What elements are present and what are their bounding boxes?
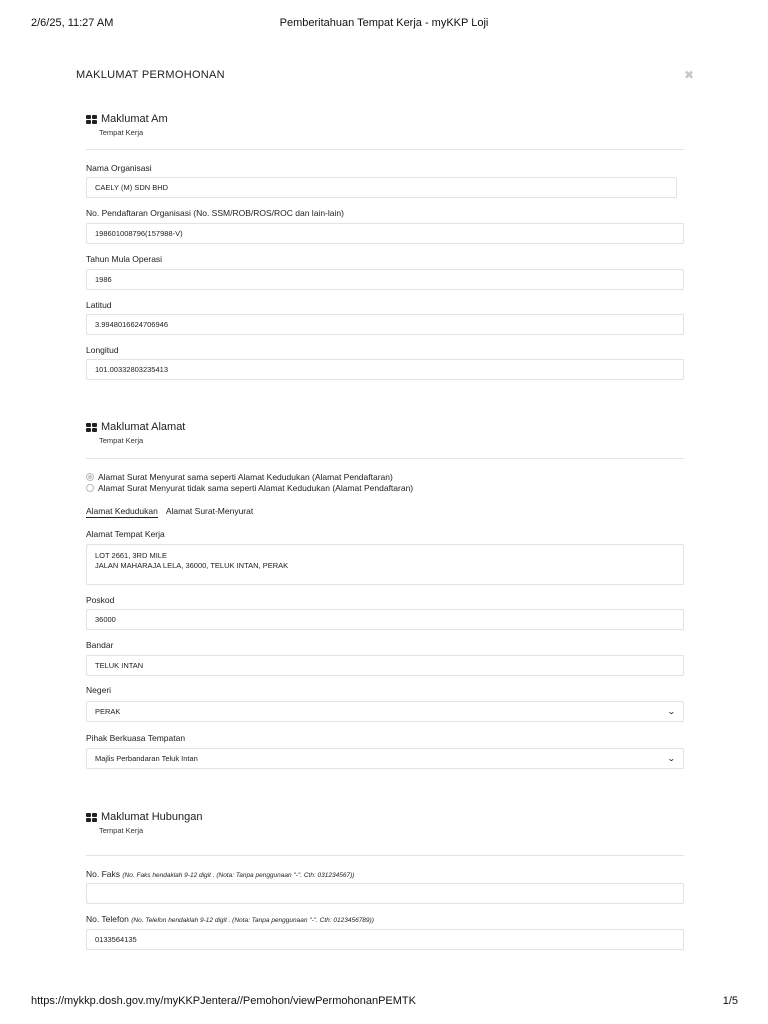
close-icon[interactable]: ✖	[684, 68, 695, 82]
no-telefon-field[interactable]	[86, 929, 684, 950]
radio-alamat-tidak-sama-label: Alamat Surat Menyurat tidak sama seperti Alamat Kedudukan (Alamat Pendaftaran)	[98, 483, 414, 493]
longitud-label: Longitud	[86, 345, 119, 355]
section-maklumat-hubungan	[86, 810, 203, 835]
poskod-value: 36000	[95, 615, 116, 624]
section-title: Maklumat Hubungan	[101, 811, 203, 823]
negeri-label: Negeri	[86, 685, 112, 695]
nama-organisasi-value: CAELY (M) SDN BHD	[95, 183, 169, 192]
chevron-down-icon: ⌄	[667, 707, 677, 716]
bandar-label: Bandar	[86, 640, 114, 650]
no-pendaftaran-field[interactable]	[86, 223, 684, 244]
section-maklumat-alamat	[86, 420, 185, 445]
tahun-mula-operasi-label: Tahun Mula Operasi	[86, 254, 163, 264]
nama-organisasi-field[interactable]	[86, 177, 677, 198]
no-pendaftaran-value: 198601008796(157988-V)	[95, 229, 183, 238]
print-header	[0, 17, 768, 31]
tab-alamat-surat-menyurat[interactable]: Alamat Surat-Menyurat	[165, 506, 254, 516]
no-telefon-label-text: No. Telefon	[86, 914, 129, 924]
chevron-down-icon: ⌄	[667, 754, 677, 763]
no-faks-label	[86, 869, 354, 879]
section-title: Maklumat Alamat	[101, 421, 186, 433]
no-telefon-hint: (No. Telefon hendaklah 9-12 digit . (Nota: Tanpa penggunaan "-". Cth: 0123456789))	[131, 917, 374, 924]
latitud-label: Latitud	[86, 300, 112, 310]
radio-alamat-tidak-sama[interactable]	[86, 483, 413, 493]
poskod-label: Poskod	[86, 595, 115, 605]
section-subtitle: Tempat Kerja	[99, 436, 144, 445]
latitud-field[interactable]	[86, 314, 684, 335]
divider	[86, 855, 684, 856]
print-page-title: Pemberitahuan Tempat Kerja - myKKP Loji	[279, 17, 489, 29]
print-page-number: 1/5	[722, 995, 738, 1007]
print-datetime: 2/6/25, 11:27 AM	[31, 17, 114, 29]
alamat-line-1: LOT 2661, 3RD MILE	[95, 551, 167, 560]
grid-icon	[86, 813, 97, 822]
negeri-value: PERAK	[95, 707, 121, 716]
address-tabs	[86, 506, 261, 518]
alamat-tempat-kerja-label: Alamat Tempat Kerja	[86, 529, 165, 539]
no-telefon-value: 0133564135	[95, 935, 137, 944]
alamat-tempat-kerja-textarea[interactable]	[86, 544, 684, 585]
tab-alamat-kedudukan[interactable]: Alamat Kedudukan	[86, 506, 158, 516]
section-title: Maklumat Am	[101, 113, 168, 125]
print-footer	[0, 995, 768, 1009]
poskod-field[interactable]	[86, 609, 684, 630]
longitud-value: 101.00332803235413	[95, 365, 168, 374]
radio-button[interactable]	[86, 484, 94, 492]
bandar-field[interactable]	[86, 655, 684, 676]
longitud-field[interactable]	[86, 359, 684, 380]
no-telefon-label	[86, 914, 374, 924]
divider	[86, 458, 684, 459]
section-subtitle: Tempat Kerja	[99, 128, 144, 137]
latitud-value: 3.9948016624706946	[95, 320, 168, 329]
tahun-mula-operasi-field[interactable]	[86, 269, 684, 290]
divider	[86, 149, 684, 150]
no-pendaftaran-label: No. Pendaftaran Organisasi (No. SSM/ROB/ROS/ROC dan lain-lain)	[86, 208, 344, 218]
radio-alamat-sama-label: Alamat Surat Menyurat sama seperti Alamat Kedudukan (Alamat Pendaftaran)	[98, 472, 393, 482]
radio-alamat-sama[interactable]	[86, 472, 393, 482]
no-faks-label-text: No. Faks	[86, 869, 121, 879]
grid-icon	[86, 115, 97, 124]
section-subtitle: Tempat Kerja	[99, 826, 144, 835]
negeri-select[interactable]	[86, 701, 684, 722]
bandar-value: TELUK INTAN	[95, 661, 144, 670]
radio-button[interactable]	[86, 473, 94, 481]
nama-organisasi-label: Nama Organisasi	[86, 163, 152, 173]
modal-title: MAKLUMAT PERMOHONAN	[76, 69, 225, 81]
pihak-berkuasa-tempatan-value: Majlis Perbandaran Teluk Intan	[95, 754, 198, 763]
grid-icon	[86, 423, 97, 432]
tahun-mula-operasi-value: 1986	[95, 275, 112, 284]
no-faks-hint: (No. Faks hendaklah 9-12 digit . (Nota: Tanpa penggunaan "-". Cth: 031234567))	[122, 872, 355, 879]
alamat-line-2: JALAN MAHARAJA LELA, 36000, TELUK INTAN, PERAK	[95, 561, 289, 570]
no-faks-field[interactable]	[86, 883, 684, 904]
pihak-berkuasa-tempatan-select[interactable]	[86, 748, 684, 769]
print-url: https://mykkp.dosh.gov.my/myKKPJentera//Pemohon/viewPermohonanPEMTK	[31, 995, 416, 1007]
section-maklumat-am	[86, 112, 168, 137]
pihak-berkuasa-tempatan-label: Pihak Berkuasa Tempatan	[86, 733, 186, 743]
